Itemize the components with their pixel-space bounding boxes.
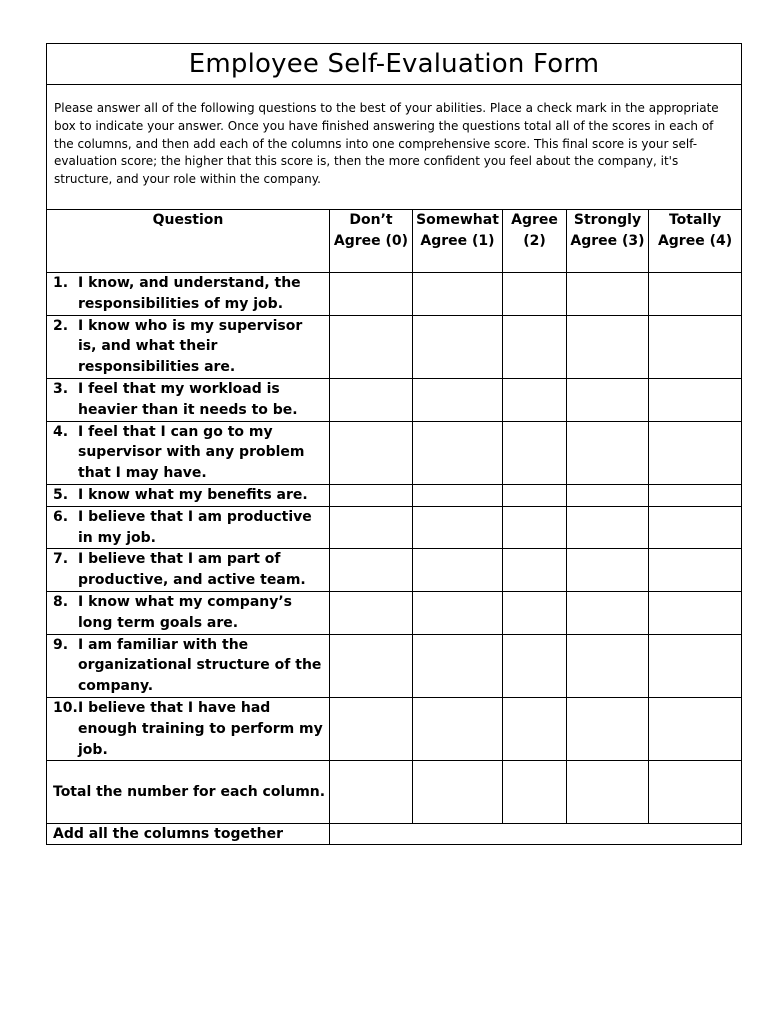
question-text: I know what my benefits are.: [78, 486, 308, 503]
column-header-somewhat-agree: [413, 210, 503, 273]
answer-box-dont-agree[interactable]: [330, 506, 413, 549]
answer-box-somewhat-agree[interactable]: [413, 273, 503, 316]
answer-box-somewhat-agree[interactable]: [413, 549, 503, 592]
total-strongly-agree-box[interactable]: [567, 761, 649, 824]
question-cell: [47, 697, 330, 760]
question-row: [47, 549, 742, 592]
answer-box-agree[interactable]: [503, 634, 567, 697]
answer-box-agree[interactable]: [503, 378, 567, 421]
evaluation-form-table: [46, 43, 742, 845]
question-cell: [47, 273, 330, 316]
answer-box-somewhat-agree[interactable]: [413, 591, 503, 634]
question-number: 4.: [53, 423, 69, 440]
question-row: [47, 634, 742, 697]
question-text: I feel that I can go to my supervisor with any problem that I may have.: [78, 423, 305, 482]
answer-box-dont-agree[interactable]: [330, 634, 413, 697]
question-text: I believe that I have had enough training to perform my job.: [78, 699, 323, 758]
answer-box-dont-agree[interactable]: [330, 378, 413, 421]
answer-box-somewhat-agree[interactable]: [413, 697, 503, 760]
answer-box-somewhat-agree[interactable]: [413, 506, 503, 549]
answer-box-strongly-agree[interactable]: [567, 273, 649, 316]
answer-box-agree[interactable]: [503, 484, 567, 506]
answer-box-somewhat-agree[interactable]: [413, 634, 503, 697]
question-text: I feel that my workload is heavier than it needs to be.: [78, 380, 298, 418]
question-cell: [47, 549, 330, 592]
question-text: I believe that I am part of productive, and active team.: [78, 551, 306, 589]
header-row: [47, 210, 742, 273]
total-row: [47, 761, 742, 824]
answer-box-totally-agree[interactable]: [649, 273, 742, 316]
question-row: [47, 506, 742, 549]
question-cell: [47, 315, 330, 378]
total-label: Total the number for each column.: [47, 761, 330, 824]
answer-box-dont-agree[interactable]: [330, 315, 413, 378]
answer-box-strongly-agree[interactable]: [567, 506, 649, 549]
question-text: I know who is my supervisor is, and what their responsibilities are.: [78, 317, 303, 376]
answer-box-strongly-agree[interactable]: [567, 421, 649, 484]
question-row: [47, 697, 742, 760]
total-totally-agree-box[interactable]: [649, 761, 742, 824]
question-number: 9.: [53, 636, 69, 653]
answer-box-strongly-agree[interactable]: [567, 549, 649, 592]
sum-row: [47, 824, 742, 845]
answer-box-strongly-agree[interactable]: [567, 634, 649, 697]
sum-label: Add all the columns together: [47, 824, 330, 845]
answer-box-agree[interactable]: [503, 421, 567, 484]
answer-box-strongly-agree[interactable]: [567, 697, 649, 760]
answer-box-dont-agree[interactable]: [330, 484, 413, 506]
column-header-dont-agree: Don’t Agree (0): [330, 210, 413, 273]
sum-box[interactable]: [330, 824, 742, 845]
answer-box-totally-agree[interactable]: [649, 697, 742, 760]
answer-box-totally-agree[interactable]: [649, 506, 742, 549]
question-row: [47, 421, 742, 484]
question-number: 1.: [53, 275, 69, 291]
question-number: 5.: [53, 486, 69, 503]
answer-box-dont-agree[interactable]: [330, 549, 413, 592]
question-text: I know, and understand, the responsibilities of my job.: [78, 275, 301, 312]
answer-box-totally-agree[interactable]: [649, 549, 742, 592]
answer-box-dont-agree[interactable]: [330, 591, 413, 634]
total-somewhat-agree-box[interactable]: [413, 761, 503, 824]
question-row: [47, 378, 742, 421]
answer-box-dont-agree[interactable]: [330, 697, 413, 760]
column-header-agree: Agree (2): [503, 210, 567, 273]
answer-box-strongly-agree[interactable]: [567, 484, 649, 506]
question-cell: [47, 506, 330, 549]
answer-box-agree[interactable]: [503, 549, 567, 592]
answer-box-agree[interactable]: [503, 315, 567, 378]
question-text: I believe that I am productive in my job.: [78, 508, 312, 546]
answer-box-totally-agree[interactable]: [649, 378, 742, 421]
question-number: 10.: [53, 699, 78, 716]
question-number: 6.: [53, 508, 69, 525]
answer-box-totally-agree[interactable]: [649, 484, 742, 506]
answer-box-strongly-agree[interactable]: [567, 591, 649, 634]
answer-box-agree[interactable]: [503, 697, 567, 760]
answer-box-strongly-agree[interactable]: [567, 378, 649, 421]
answer-box-totally-agree[interactable]: [649, 315, 742, 378]
question-number: 3.: [53, 380, 69, 397]
answer-box-totally-agree[interactable]: [649, 591, 742, 634]
question-row: [47, 591, 742, 634]
question-cell: [47, 484, 330, 506]
answer-box-somewhat-agree[interactable]: [413, 421, 503, 484]
question-cell: [47, 421, 330, 484]
question-text: I know what my company’s long term goals are.: [78, 593, 293, 631]
question-number: 7.: [53, 551, 69, 568]
question-cell: [47, 591, 330, 634]
column-header-strongly-agree: Strongly Agree (3): [567, 210, 649, 273]
question-cell: [47, 378, 330, 421]
answer-box-totally-agree[interactable]: [649, 421, 742, 484]
total-dont-agree-box[interactable]: [330, 761, 413, 824]
question-row: [47, 273, 742, 316]
question-row: [47, 484, 742, 506]
answer-box-agree[interactable]: [503, 273, 567, 316]
answer-box-somewhat-agree[interactable]: [413, 378, 503, 421]
total-agree-box[interactable]: [503, 761, 567, 824]
answer-box-dont-agree[interactable]: [330, 421, 413, 484]
question-cell: [47, 634, 330, 697]
answer-box-agree[interactable]: [503, 591, 567, 634]
somewhat-agree-label: Somewhat Agree (1): [416, 212, 499, 249]
question-number: 2.: [53, 317, 69, 334]
column-header-question: Question: [47, 210, 330, 273]
column-header-totally-agree: Totally Agree (4): [649, 210, 742, 273]
answer-box-agree[interactable]: [503, 506, 567, 549]
answer-box-dont-agree[interactable]: [330, 273, 413, 316]
question-number: 8.: [53, 593, 69, 610]
answer-box-strongly-agree[interactable]: [567, 315, 649, 378]
answer-box-somewhat-agree[interactable]: [413, 484, 503, 506]
form-instructions: Please answer all of the following questions to the best of your abilities. Place a check mark in the appropriate box to indicate your answer. Once you have finished answering the questions total all of the scores in each of the columns, and then add each of the columns into one comprehensive score. This final score is your self-evaluation score; the higher that this score is, then the more confident you feel about the company, it's structure, and your role within the company.: [47, 85, 742, 210]
answer-box-somewhat-agree[interactable]: [413, 315, 503, 378]
answer-box-totally-agree[interactable]: [649, 634, 742, 697]
question-row: [47, 315, 742, 378]
question-text: I am familiar with the organizational structure of the company.: [78, 636, 322, 695]
form-title: Employee Self-Evaluation Form: [47, 44, 742, 85]
